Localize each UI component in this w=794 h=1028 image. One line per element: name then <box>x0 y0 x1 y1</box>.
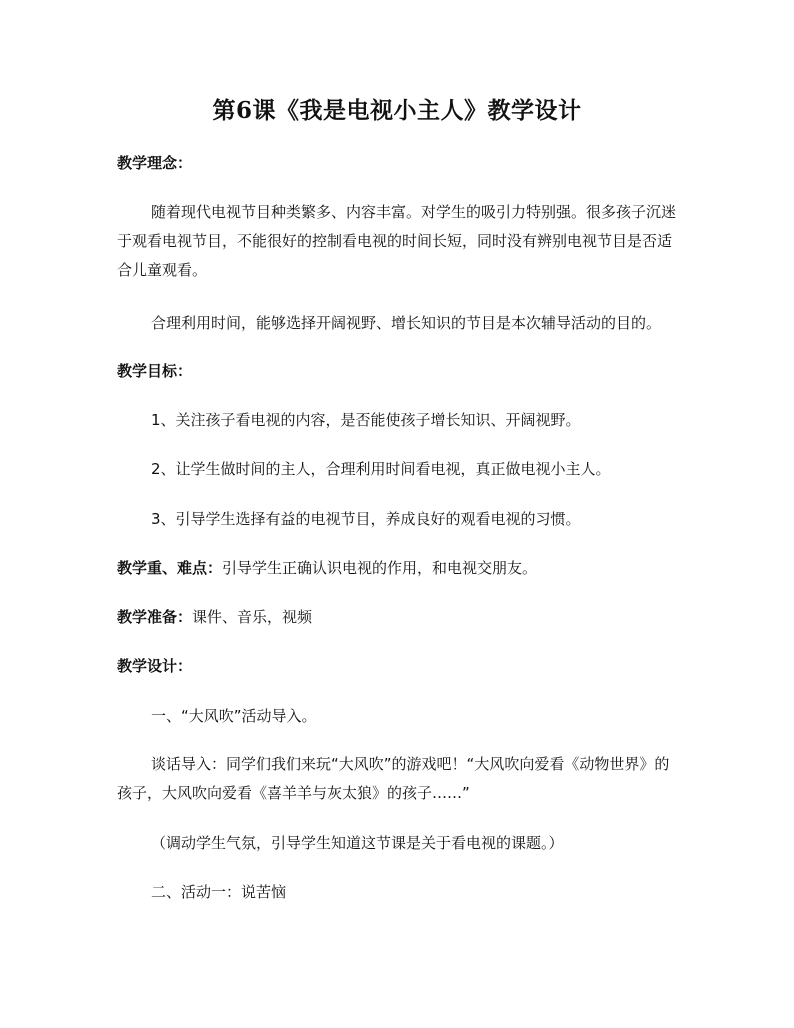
key-points-label: 教学重、难点： <box>117 559 223 577</box>
preparation-label: 教学准备： <box>117 608 193 626</box>
preparation-text: 课件、音乐，视频 <box>192 608 313 626</box>
key-points-line <box>117 557 537 579</box>
preparation-line <box>117 606 312 628</box>
goal-item-1: 1、关注孩子看电视的内容，是否能使孩子增长知识、开阔视野。 <box>151 411 581 429</box>
design-step-2: 二、活动一：说苦恼 <box>151 883 287 901</box>
design-note: （调动学生气氛，引导学生知道这节课是关于看电视的课题。） <box>151 834 564 852</box>
design-intro: 谈话导入：同学们我们来玩“大风吹”的游戏吧！“大风吹向爱看《动物世界》的孩子，大风吹向爱看《喜羊羊与灰太狼》的孩子……” <box>117 755 670 802</box>
design-step-1: 一、“大风吹”活动导入。 <box>151 707 317 725</box>
key-points-text: 引导学生正确认识电视的作用，和电视交朋友。 <box>222 559 538 577</box>
design-heading: 教学设计： <box>117 657 193 675</box>
goal-item-3: 3、引导学生选择有益的电视节目，养成良好的观看电视的习惯。 <box>151 510 581 528</box>
concept-paragraph-1: 随着现代电视节目种类繁多、内容丰富。对学生的吸引力特别强。很多孩子沉迷于观看电视节目，不能很好的控制看电视的时间长短，同时没有辨别电视节目是否适合儿童观看。 <box>117 203 677 279</box>
concept-paragraph-2: 合理利用时间，能够选择开阔视野、增长知识的节目是本次辅导活动的目的。 <box>151 314 662 332</box>
concept-heading: 教学理念： <box>117 154 193 172</box>
document-title: 第6课《我是电视小主人》教学设计 <box>212 97 582 124</box>
goal-item-2: 2、让学生做时间的主人，合理利用时间看电视，真正做电视小主人。 <box>151 460 611 478</box>
goals-heading: 教学目标： <box>117 362 193 380</box>
